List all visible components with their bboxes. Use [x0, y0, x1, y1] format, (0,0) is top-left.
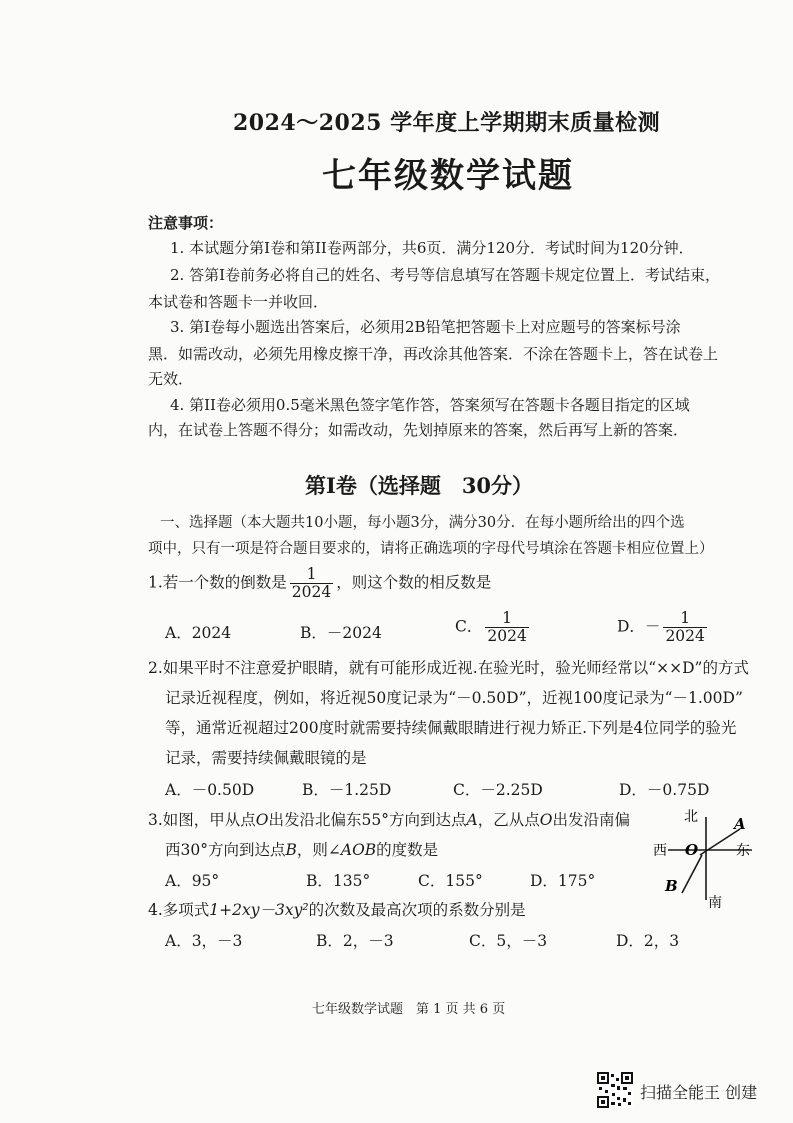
scanner-watermark: 扫描全能王 创建 [640, 1083, 758, 1102]
notice-line-5: 黑．如需改动，必须先用橡皮擦干净，再改涂其他答案．不涂在答题卡上，答在试卷上 [148, 345, 719, 363]
point-a-label: A [734, 815, 746, 833]
notice-line-4: 3. 第Ⅰ卷每小题选出答案后，必须用2B铅笔把答题卡上对应题号的答案标号涂 [170, 318, 681, 336]
q3-option-c: C．155° [418, 872, 483, 890]
q4-stem: 4.多项式1+2xy－3xy²的次数及最高次项的系数分别是 [148, 901, 526, 919]
q3-option-b: B．135° [306, 872, 371, 890]
q2-line-3: 等，通常近视超过200度时就需要持续佩戴眼睛进行视力矫正.下列是4位同学的验光 [165, 719, 737, 737]
point-o-label: O [685, 841, 699, 859]
section-title: 第Ⅰ卷（选择题 30分） [305, 473, 534, 498]
page-footer: 七年级数学试题 第 1 页 共 6 页 [312, 1002, 506, 1017]
point-b-label: B [665, 877, 678, 895]
fraction: $\frac{1}{2024}$ [291, 565, 332, 602]
q2-option-c: C．－2.25D [453, 781, 543, 799]
q2-option-d: D．－0.75D [619, 781, 710, 799]
question-1-stem: 1.若一个数的倒数是 $\frac{1}{2024}$ ，则这个数的相反数是 [148, 565, 492, 602]
q1-option-c: C． $\frac{1}{2024}$ [455, 609, 527, 646]
ray-ob [682, 855, 702, 893]
q3-option-a: A．95° [165, 872, 220, 890]
notice-line-8: 内，在试卷上答题不得分；如需改动，先划掉原来的答案，然后再写上新的答案． [148, 421, 689, 439]
q1-option-d: D．－ $\frac{1}{2024}$ [617, 609, 705, 646]
q2-option-b: B．－1.25D [302, 781, 392, 799]
notice-line-7: 4. 第II卷必须用0.5毫米黑色签字笔作答，答案须写在答题卡各题目指定的区域 [170, 396, 690, 414]
q3-option-d: D．175° [530, 872, 596, 890]
q2-line-1: 2.如果平时不注意爱护眼睛，就有可能形成近视.在验光时，验光师经常以“××D”的方式 [148, 659, 749, 677]
compass-figure [648, 805, 758, 910]
q4-option-d: D．2，3 [616, 932, 680, 950]
notice-line-3: 本试卷和答题卡一并收回． [148, 293, 329, 311]
south-label: 南 [708, 895, 722, 910]
q4-option-b: B．2，－3 [316, 932, 394, 950]
notice-heading: 注意事项： [148, 214, 224, 232]
notice-line-6: 无效． [148, 370, 194, 388]
q3-line-2: 西30°方向到达点B，则∠AOB的度数是 [165, 841, 439, 859]
north-label: 北 [684, 809, 698, 825]
q2-line-4: 记录，需要持续佩戴眼镜的是 [165, 749, 367, 767]
section-intro-2: 项中，只有一项是符合题目要求的，请将正确选项的字母代号填涂在答题卡相应位置上） [148, 541, 714, 557]
exam-subtitle: 七年级数学试题 [322, 156, 574, 196]
qr-code-icon [597, 1072, 633, 1108]
notice-line-2: 2. 答第Ⅰ卷前务必将自己的姓名、考号等信息填写在答题卡规定位置上．考试结束， [170, 266, 721, 284]
section-intro-1: 一、选择题（本大题共10小题，每小题3分，满分30分．在每小题所给出的四个选 [160, 515, 685, 531]
exam-title: 2024～2025 学年度上学期期末质量检测 [233, 110, 661, 136]
east-label: 东 [736, 843, 750, 859]
q4-option-c: C．5，－3 [469, 932, 548, 950]
q2-option-a: A．－0.50D [165, 781, 255, 799]
notice-line-1: 1. 本试题分第Ⅰ卷和第II卷两部分，共6页．满分120分．考试时间为120分钟． [170, 239, 694, 257]
west-label: 西 [653, 843, 667, 859]
q4-option-a: A．3，－3 [165, 932, 243, 950]
q1-option-a: A．2024 [165, 624, 232, 642]
q1-option-b: B．－2024 [300, 624, 382, 642]
q3-line-1: 3.如图，甲从点O出发沿北偏东55°方向到达点A，乙从点O出发沿南偏 [148, 811, 630, 829]
q2-line-2: 记录近视程度，例如，将近视50度记录为“－0.50D”，近视100度记录为“－1.00D” [165, 689, 743, 707]
